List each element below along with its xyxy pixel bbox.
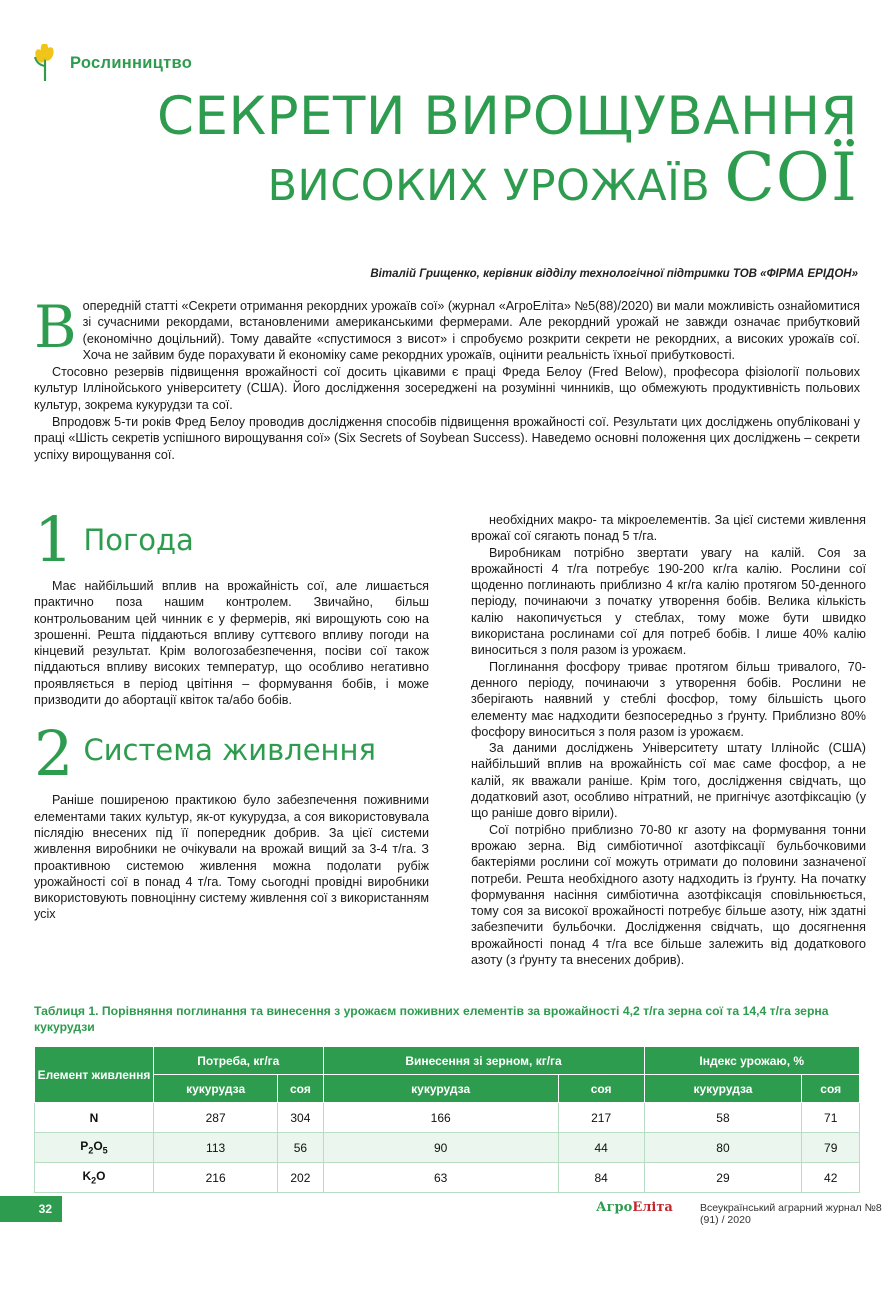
page-number: 32 bbox=[0, 1196, 62, 1222]
brand-part-1: Агро bbox=[596, 1200, 633, 1215]
title-line-2-big: СОЇ bbox=[724, 139, 858, 216]
cell-p-need-corn: 113 bbox=[154, 1133, 278, 1163]
table-sub-need-corn: кукурудза bbox=[154, 1075, 278, 1103]
cell-n-need-corn: 287 bbox=[154, 1103, 278, 1133]
section-heading-1 bbox=[34, 503, 429, 576]
table-row bbox=[35, 1133, 860, 1163]
intro-text bbox=[34, 293, 860, 463]
cell-k-need-corn: 216 bbox=[154, 1163, 278, 1193]
right-paragraph-5: Сої потрібно приблизно 70-80 кг азоту на формування тонни врожаю зерна. Від симбіотичної азотфіксації бульбочковими бактеріями рослини сої можуть отримати до половини зазначеної потреби. Решта необхідного азоту надходить із ґрунту. На початку формування насіння симбіотична азотфіксація сповільнюється, тому соя за високої врожайності потребує більше азоту, ніж здатні забезпечити бульбочки. Дослідження свідчать, що досягнення врожайності понад 4 т/га все більше залежить від додаткового азоту (з ґрунту та внесених добрив). bbox=[471, 822, 866, 968]
cell-n-index-corn: 58 bbox=[644, 1103, 802, 1133]
table-row bbox=[35, 1163, 860, 1193]
table-header-row-2 bbox=[35, 1075, 860, 1103]
title-line-2 bbox=[0, 139, 858, 216]
wheat-ear-icon bbox=[30, 44, 60, 82]
cell-p-index-corn: 80 bbox=[644, 1133, 802, 1163]
table-sub-need-soy: соя bbox=[278, 1075, 323, 1103]
left-column bbox=[34, 503, 429, 923]
section-2-paragraph-1: Раніше поширеною практикою було забезпечення поживними елементами таких культур, як-от кукурудза, а соя використовувала післядію внесених під її попередник добрив. За цієї системи живлення виробники не очікували на врожай вищий за 3-4 т/га. З проактивною системою живлення можна подолати рубіж урожайності сої в понад 4 т/га. Тому сьогодні провідні виробники використовують повноцінну систему живлення сої з використанням усіх bbox=[34, 793, 429, 922]
cell-p-removal-corn: 90 bbox=[323, 1133, 558, 1163]
right-paragraph-4: За даними досліджень Університету штату Іллінойс (США) найбільший вплив на врожайність сої має саме фосфор, а не калій, як вважали раніше. Крім того, дослідження свідчать, що додатковий азот, особливо нітратний, не пригнічує азотфіксацію (у що раніше довго вірили). bbox=[471, 741, 866, 821]
table-row bbox=[35, 1103, 860, 1133]
brand-part-2: Еліта bbox=[632, 1200, 673, 1215]
title-line-2-small: ВИСОКИХ УРОЖАЇВ bbox=[267, 161, 711, 211]
category-bar bbox=[30, 44, 192, 82]
table-group-need: Потреба, кг/га bbox=[154, 1047, 324, 1075]
table-body bbox=[35, 1103, 860, 1193]
section-title-2: Система живлення bbox=[83, 733, 376, 768]
cell-p-removal-soy: 44 bbox=[558, 1133, 644, 1163]
cell-k-index-corn: 29 bbox=[644, 1163, 802, 1193]
table-col-element: Елемент живлення bbox=[35, 1047, 154, 1103]
intro-paragraph-2: Стосовно резервів підвищення врожайності сої досить цікавими є праці Фреда Белоу (Fred Below), професора фізіології польових культур Іллінойського університету (США). Його дослідження зосереджені на розумінні чинників, що обмежують продуктивність польових культур, зокрема кукурудзи та сої. bbox=[34, 365, 860, 412]
cell-p-need-soy: 56 bbox=[278, 1133, 323, 1163]
cell-n-need-soy: 304 bbox=[278, 1103, 323, 1133]
row-element-p2o5: $P_2O_5$ bbox=[35, 1133, 154, 1163]
cell-k-index-soy: 42 bbox=[802, 1163, 860, 1193]
row-element-k2o: $K_2O$ bbox=[35, 1163, 154, 1193]
drop-cap: В bbox=[34, 293, 77, 361]
table-sub-removal-corn: кукурудза bbox=[323, 1075, 558, 1103]
table-caption: Таблиця 1. Порівняння поглинання та винесення з урожаєм поживних елементів за врожайності 4,2 т/га зерна сої та 14,4 т/га зерна кукурудзи bbox=[34, 1004, 829, 1034]
right-paragraph-2: Виробникам потрібно звертати увагу на калій. Соя за врожайності 4 т/га потребує 190-200 кг/га калію. Рослини сої щоденно поглинають приблизно 4 кг/га калію протягом 50-денного періоду, починаючи з початку утворення бобів. Велика кількість калію накопичується у стеблах, тому може бути швидко використана рослинами сої для потреб бобів. І лише 40% калію виноситься з поля разом із урожаєм. bbox=[471, 545, 866, 658]
author-byline: Віталій Грищенко, керівник відділу технологічної підтримки ТОВ «ФІРМА ЕРІДОН» bbox=[370, 268, 858, 280]
cell-p-index-soy: 79 bbox=[802, 1133, 860, 1163]
category-label: Рослинництво bbox=[70, 53, 193, 72]
section-title-1: Погода bbox=[83, 523, 194, 557]
footer-issue-text: Всеукраїнський аграрний журнал №8 (91) / 2020 bbox=[700, 1202, 882, 1226]
page-title bbox=[0, 86, 892, 216]
nutrient-comparison-table bbox=[34, 1046, 860, 1193]
section-1-paragraph-1: Має найбільший вплив на врожайність сої, але лишається практично поза нашим контролем. Звичайно, більш контрольованим цей чинник є у фермерів, які вирощують сою на зрошенні. Решта піддаються впливу суттєвого впливу погоди на кінцевий результат. Крім вологозабезпечення, посіви сої також піддаються впливу високих температур, що особливо негативно проявляється в період цвітіння – формування бобів, і може призводити до абортації квіток та/або бобів. bbox=[34, 579, 429, 708]
table-sub-index-soy: соя bbox=[802, 1075, 860, 1103]
right-paragraph-3: Поглинання фосфору триває протягом більш тривалого, 70-денного періоду, починаючи з утворення бобів. Рослини не зберігають наявний у стеблі фосфор, тому більшість цього елементу має надходити безпосередньо з ґрунту. Приблизно 80% фосфору виноситься з поля разом із урожаєм. bbox=[471, 659, 866, 739]
right-paragraph-1: необхідних макро- та мікроелементів. За цієї системи живлення врожаї сої сягають понад 5 т/га. bbox=[471, 513, 866, 544]
table-group-index: Індекс урожаю, % bbox=[644, 1047, 860, 1075]
cell-k-need-soy: 202 bbox=[278, 1163, 323, 1193]
intro-paragraph-3: Впродовж 5-ти років Фред Белоу проводив дослідження способів підвищення врожайності сої. Результати цих досліджень опубліковані у праці «Шість секретів успішного вирощування сої» (Six Secrets of Soybean Success). Наведемо основні положення цих досліджень – секрети успіху вирощування сої. bbox=[34, 415, 860, 462]
section-number-2: 2 bbox=[34, 717, 74, 791]
cell-k-removal-corn: 63 bbox=[323, 1163, 558, 1193]
cell-n-removal-soy: 217 bbox=[558, 1103, 644, 1133]
section-heading-2 bbox=[34, 717, 429, 791]
article-columns bbox=[34, 503, 866, 990]
right-column bbox=[471, 512, 866, 968]
table-sub-index-corn: кукурудза bbox=[644, 1075, 802, 1103]
table-group-removal: Винесення зі зерном, кг/га bbox=[323, 1047, 644, 1075]
table-header-row-1 bbox=[35, 1047, 860, 1075]
title-line-1: СЕКРЕТИ ВИРОЩУВАННЯ bbox=[156, 86, 858, 147]
row-element-n: N bbox=[35, 1103, 154, 1133]
table-header bbox=[35, 1047, 860, 1103]
cell-n-index-soy: 71 bbox=[802, 1103, 860, 1133]
section-number-1: 1 bbox=[34, 503, 74, 576]
intro-paragraph-1: опередній статті «Секрети отримання рекордних урожаїв сої» (журнал «АгроЕліта» №5(88)/2020) ви мали можливість ознайомитися зі сучасними рекордами, встановленими американськими фермерами. Але рекордний урожай не завжди означає прибутковий (економічно доцільний). Тому давайте «спустимося з висот» і спробуємо розкрити секрети не рекордних, а високих урожаїв сої. Хоча не зайвим буде порахувати й економіку саме рекордних урожаїв, оцінити реальність їхньої прибутковості. bbox=[82, 299, 860, 362]
table-sub-removal-soy: соя bbox=[558, 1075, 644, 1103]
cell-n-removal-corn: 166 bbox=[323, 1103, 558, 1133]
cell-k-removal-soy: 84 bbox=[558, 1163, 644, 1193]
magazine-brand bbox=[596, 1200, 673, 1215]
